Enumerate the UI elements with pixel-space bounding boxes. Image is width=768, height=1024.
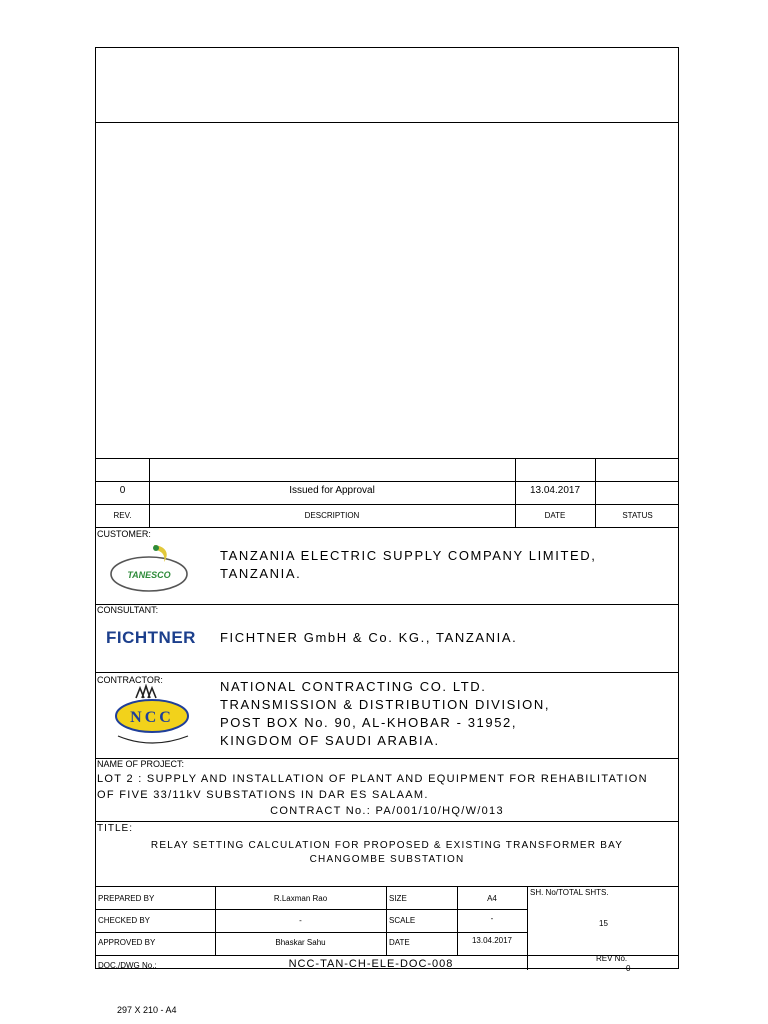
title-line2: CHANGOMBE SUBSTATION — [309, 854, 465, 865]
contractor-label: CONTRACTOR: — [97, 675, 163, 685]
size-label: SIZE — [389, 894, 407, 903]
size-value: A4 — [487, 894, 497, 903]
rev-number-label: REV No. — [596, 954, 628, 963]
contractor-line-2: TRANSMISSION & DISTRIBUTION DIVISION, — [220, 697, 551, 712]
divider — [96, 672, 678, 673]
divider — [386, 886, 387, 955]
rev-value: 0 — [119, 485, 126, 496]
project-label: NAME OF PROJECT: — [97, 759, 185, 769]
divider — [96, 481, 678, 482]
consultant-label: CONSULTANT: — [97, 605, 159, 615]
divider — [96, 527, 678, 528]
divider — [527, 886, 528, 970]
contract-number: CONTRACT No.: PA/001/10/HQ/W/013 — [270, 805, 504, 817]
customer-label: CUSTOMER: — [97, 529, 151, 539]
scale-label: SCALE — [389, 916, 416, 925]
checked-by-value: - — [299, 916, 302, 925]
customer-name-line1: TANZANIA ELECTRIC SUPPLY COMPANY LIMITED, — [220, 548, 597, 563]
title-label: TITLE: — [97, 823, 134, 834]
scale-value: - — [490, 914, 494, 923]
divider — [96, 458, 678, 459]
customer-name-line2: TANZANIA. — [220, 566, 302, 581]
project-line1: LOT 2 : SUPPLY AND INSTALLATION OF PLANT AND EQUIPMENT FOR REHABILITATION — [97, 773, 648, 785]
contractor-line-3: POST BOX No. 90, AL-KHOBAR - 31952, — [220, 715, 518, 730]
contractor-line-1: NATIONAL CONTRACTING CO. LTD. — [220, 679, 487, 694]
rev-number-value: 0 — [626, 964, 631, 973]
title-block-sheet — [95, 47, 679, 973]
doc-number-label: DOC./DWG No.: — [98, 961, 157, 970]
revision-description: Issued for Approval — [289, 485, 375, 496]
approved-by-value: Bhaskar Sahu — [275, 938, 326, 947]
approved-by-label: APPROVED BY — [98, 938, 156, 947]
contractor-line-4: KINGDOM OF SAUDI ARABIA. — [220, 733, 440, 748]
divider — [96, 932, 527, 933]
tanesco-logo-text: TANESCO — [127, 570, 171, 580]
status-header: STATUS — [622, 511, 653, 520]
divider — [96, 955, 678, 956]
ncc-logo — [108, 684, 204, 754]
divider — [96, 886, 678, 887]
paper-size-note: 297 X 210 - A4 — [117, 1005, 177, 1015]
divider — [96, 909, 527, 910]
divider — [96, 604, 678, 605]
prepared-by-value: R.Laxman Rao — [273, 894, 328, 903]
divider — [96, 504, 678, 505]
divider — [96, 122, 678, 123]
date-label: DATE — [389, 938, 410, 947]
divider — [96, 821, 678, 822]
rev-header: REV. — [113, 511, 132, 520]
date-value: 13.04.2017 — [471, 936, 513, 945]
project-line2: OF FIVE 33/11kV SUBSTATIONS IN DAR ES SALAAM. — [97, 789, 429, 801]
prepared-by-label: PREPARED BY — [98, 894, 155, 903]
checked-by-label: CHECKED BY — [98, 916, 151, 925]
sheets-value: 15 — [599, 919, 608, 928]
fichtner-logo: FICHTNER — [106, 628, 196, 647]
date-header: DATE — [544, 511, 566, 520]
ncc-logo-text: NCC — [130, 709, 174, 726]
revision-date: 13.04.2017 — [529, 485, 581, 496]
doc-number-value: NCC-TAN-CH-ELE-DOC-008 — [288, 958, 454, 970]
consultant-name: FICHTNER GmbH & Co. KG., TANZANIA. — [220, 630, 518, 645]
description-header: DESCRIPTION — [304, 511, 360, 520]
sheets-label: SH. No/TOTAL SHTS. — [530, 888, 609, 897]
title-line1: RELAY SETTING CALCULATION FOR PROPOSED & EXISTING TRANSFORMER BAY — [150, 840, 624, 851]
tanesco-logo — [108, 540, 190, 598]
